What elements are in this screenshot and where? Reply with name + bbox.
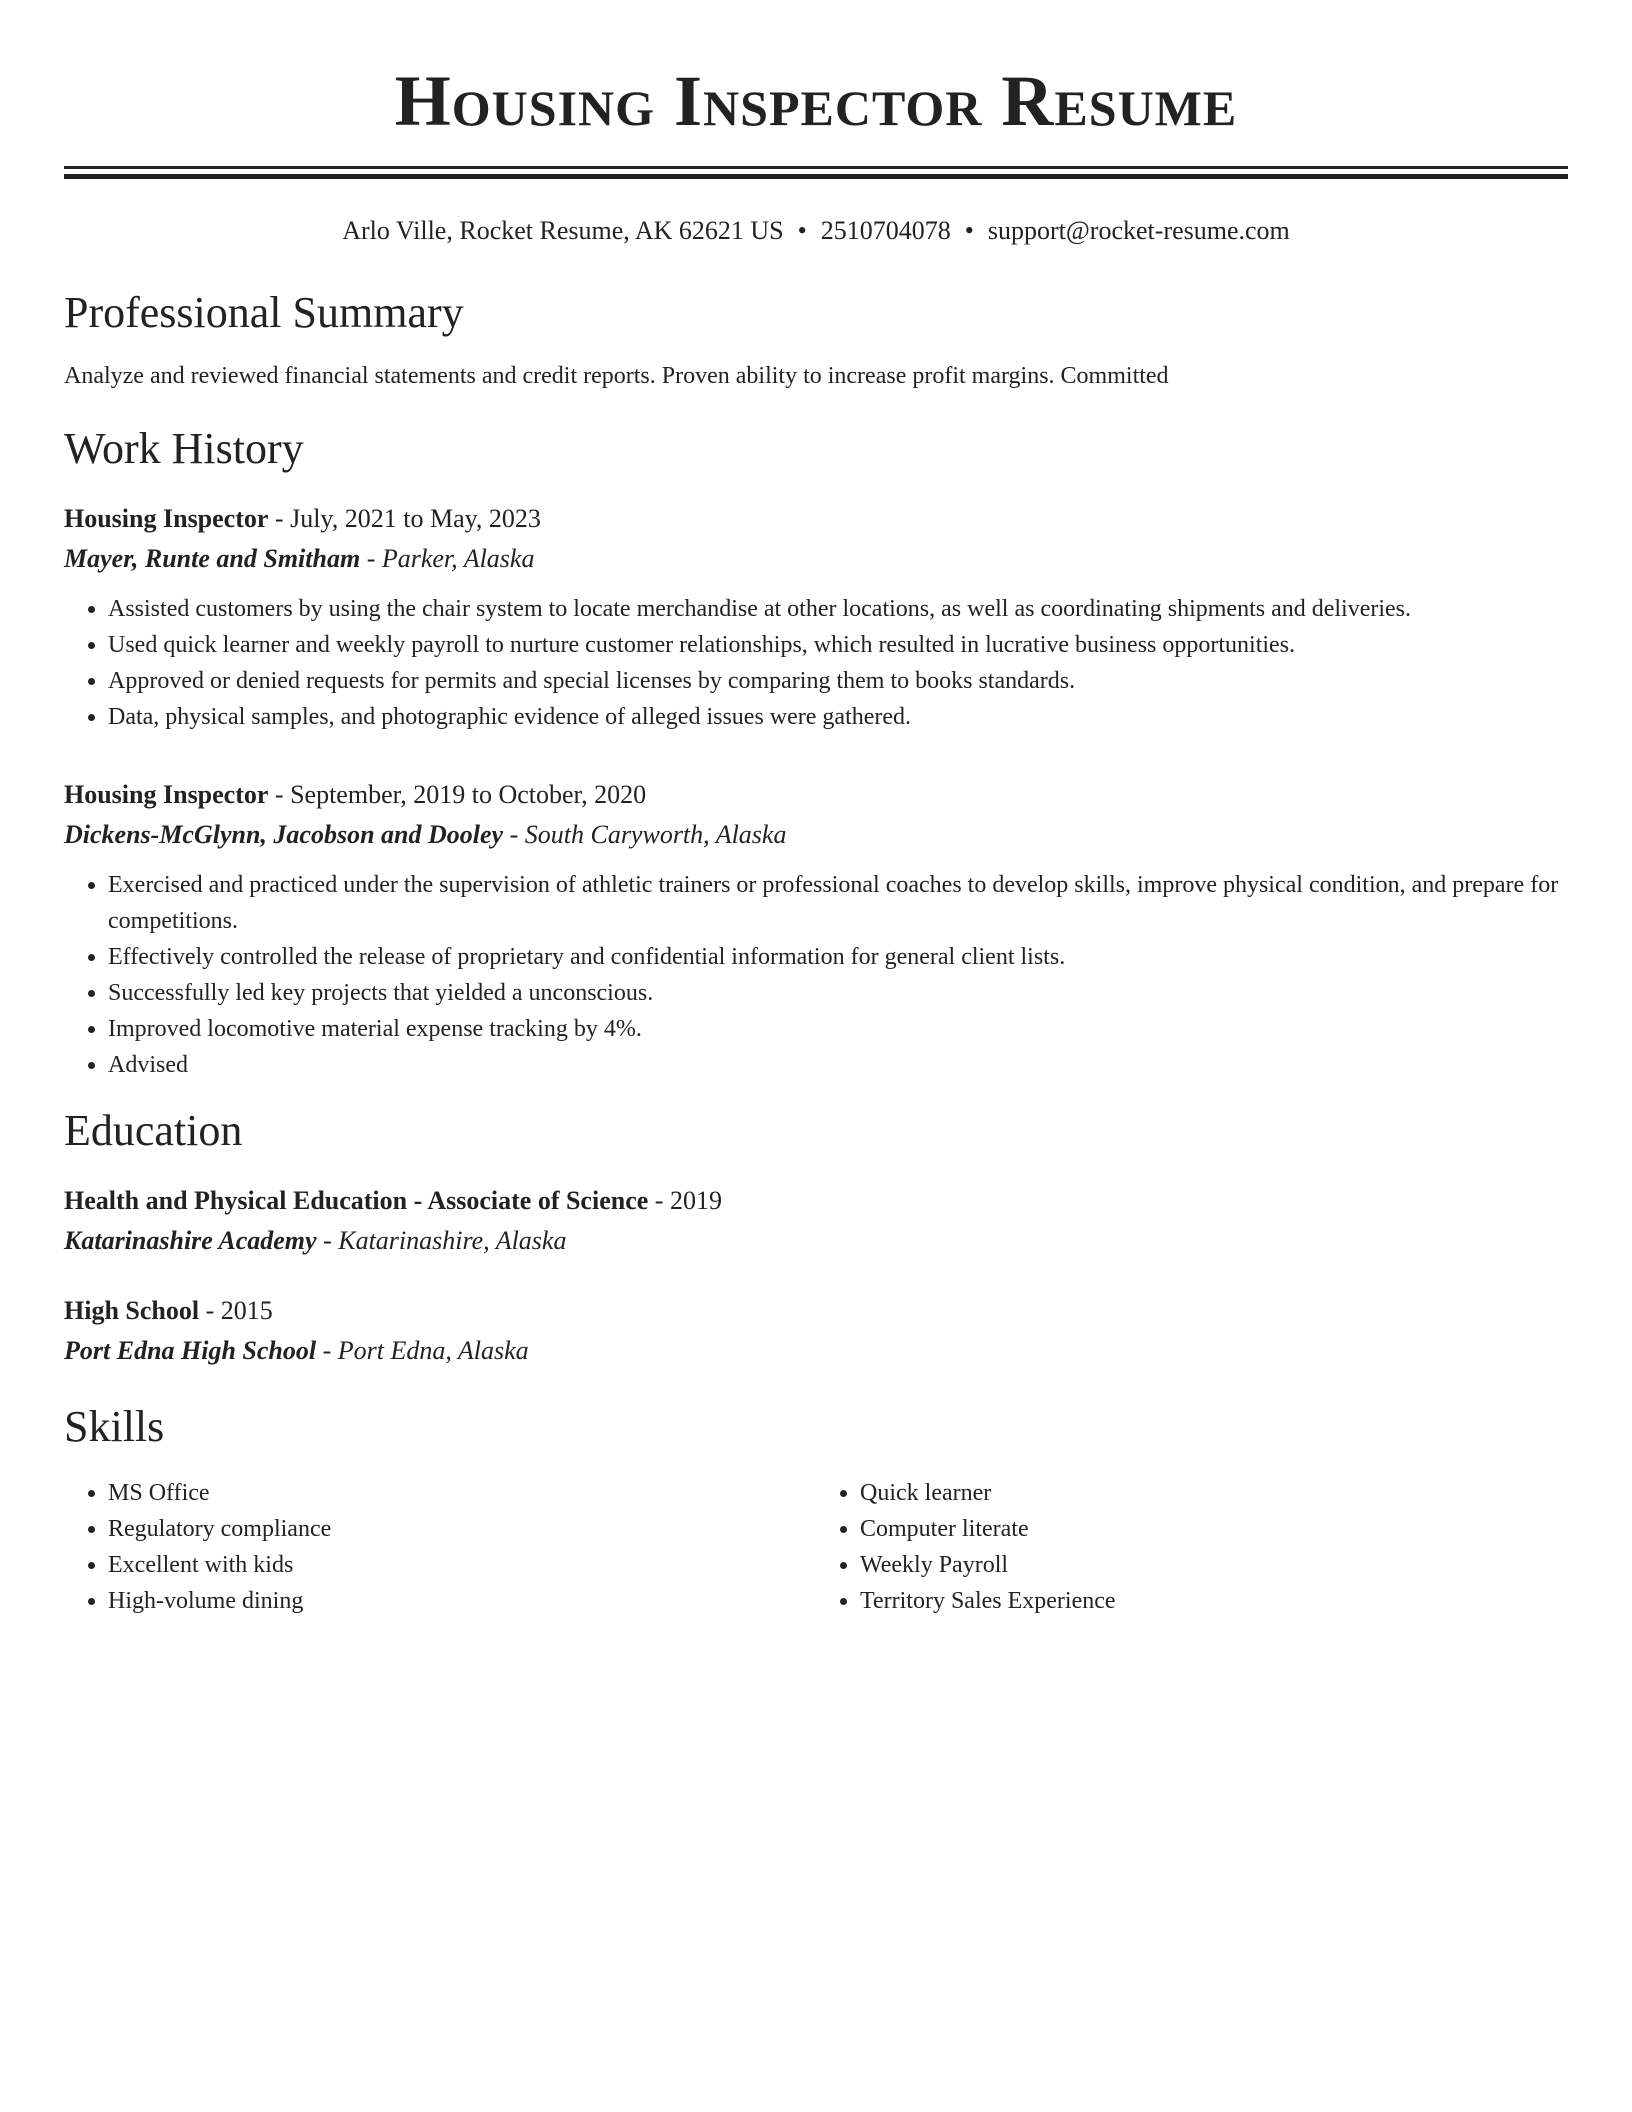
skills-section (64, 1399, 1568, 1619)
job-location: - Parker, Alaska (360, 544, 535, 573)
section-heading-summary: Professional Summary (64, 288, 464, 337)
skills-list (816, 1475, 1568, 1619)
job-bullet: • Improved locomotive material expense tracking by 4%. (108, 1011, 1568, 1047)
education-school: Port Edna High School (64, 1336, 317, 1365)
contact-separator: • (964, 216, 974, 245)
job-bullet: • Assisted customers by using the chair system to locate merchandise at other locations, as well as coordinating shipments and deliveries. (108, 591, 1568, 627)
job-bullet: • Successfully led key projects that yielded a unconscious. (108, 975, 1568, 1011)
job-bullet: • Data, physical samples, and photographic evidence of alleged issues were gathered. (108, 699, 1568, 735)
job-title: Housing Inspector (64, 504, 269, 533)
job-bullet: • Approved or denied requests for permits and special licenses by comparing them to books standards. (108, 663, 1568, 699)
job-bullet: • Advised (108, 1047, 1568, 1083)
skill-item: • High-volume dining (108, 1583, 816, 1619)
skills-column-left (64, 1475, 816, 1619)
education-school: Katarinashire Academy (64, 1226, 317, 1255)
education-school-line (64, 1221, 1568, 1261)
job-entry (64, 775, 1568, 1083)
section-heading-skills: Skills (64, 1402, 165, 1451)
title-divider-top (64, 166, 1568, 169)
job-bullet: • Exercised and practiced under the supervision of athletic trainers or professional coaches to develop skills, improve physical condition, and prepare for competitions. (108, 867, 1568, 939)
skill-item: • Computer literate (860, 1511, 1568, 1547)
contact-separator: • (797, 216, 807, 245)
skill-item: • Weekly Payroll (860, 1547, 1568, 1583)
page-title: Housing Inspector Resume (394, 61, 1238, 141)
education-location: - Port Edna, Alaska (316, 1336, 529, 1365)
skill-item: • Territory Sales Experience (860, 1583, 1568, 1619)
education-degree-line (64, 1181, 1568, 1221)
contact-address: Arlo Ville, Rocket Resume, AK 62621 US (342, 216, 784, 245)
job-title: Housing Inspector (64, 780, 269, 809)
education-section (64, 1103, 1568, 1371)
job-employer-line (64, 539, 1568, 579)
education-location: - Katarinashire, Alaska (316, 1226, 567, 1255)
section-heading-work-history: Work History (64, 424, 304, 473)
contact-email: support@rocket-resume.com (987, 216, 1290, 245)
education-school-line (64, 1331, 1568, 1371)
work-history-section (64, 421, 1568, 1083)
job-dates: - July, 2021 to May, 2023 (268, 504, 541, 533)
summary-text: Analyze and reviewed financial statements and credit reports. Proven ability to increase profit margins. Committed (64, 363, 1169, 389)
education-entry (64, 1181, 1568, 1261)
skills-list (64, 1475, 816, 1619)
job-location: - South Caryworth, Alaska (503, 820, 787, 849)
job-bullet-list (64, 591, 1568, 735)
job-dates: - September, 2019 to October, 2020 (268, 780, 647, 809)
education-degree-line (64, 1291, 1568, 1331)
education-entry (64, 1291, 1568, 1371)
job-entry (64, 499, 1568, 735)
professional-summary-section (64, 285, 1568, 393)
contact-phone: 2510704078 (820, 216, 951, 245)
education-degree: High School (64, 1296, 200, 1325)
job-employer-line (64, 815, 1568, 855)
job-employer: Dickens-McGlynn, Jacobson and Dooley (64, 820, 504, 849)
contact-line (64, 213, 1568, 249)
education-year: - 2015 (199, 1296, 273, 1325)
job-title-line (64, 499, 1568, 539)
title-divider-bottom (64, 174, 1568, 179)
skill-item: • Regulatory compliance (108, 1511, 816, 1547)
skills-column-right (816, 1475, 1568, 1619)
job-title-line (64, 775, 1568, 815)
skill-item: • Quick learner (860, 1475, 1568, 1511)
job-employer: Mayer, Runte and Smitham (64, 544, 361, 573)
education-year: - 2019 (648, 1186, 722, 1215)
job-bullet: • Used quick learner and weekly payroll to nurture customer relationships, which resulted in lucrative business opportunities. (108, 627, 1568, 663)
section-heading-education: Education (64, 1106, 243, 1155)
skills-grid (64, 1475, 1568, 1619)
job-bullet-list (64, 867, 1568, 1083)
job-bullet: • Effectively controlled the release of proprietary and confidential information for general client lists. (108, 939, 1568, 975)
skill-item: • Excellent with kids (108, 1547, 816, 1583)
education-degree: Health and Physical Education - Associate of Science (64, 1186, 649, 1215)
skill-item: • MS Office (108, 1475, 816, 1511)
